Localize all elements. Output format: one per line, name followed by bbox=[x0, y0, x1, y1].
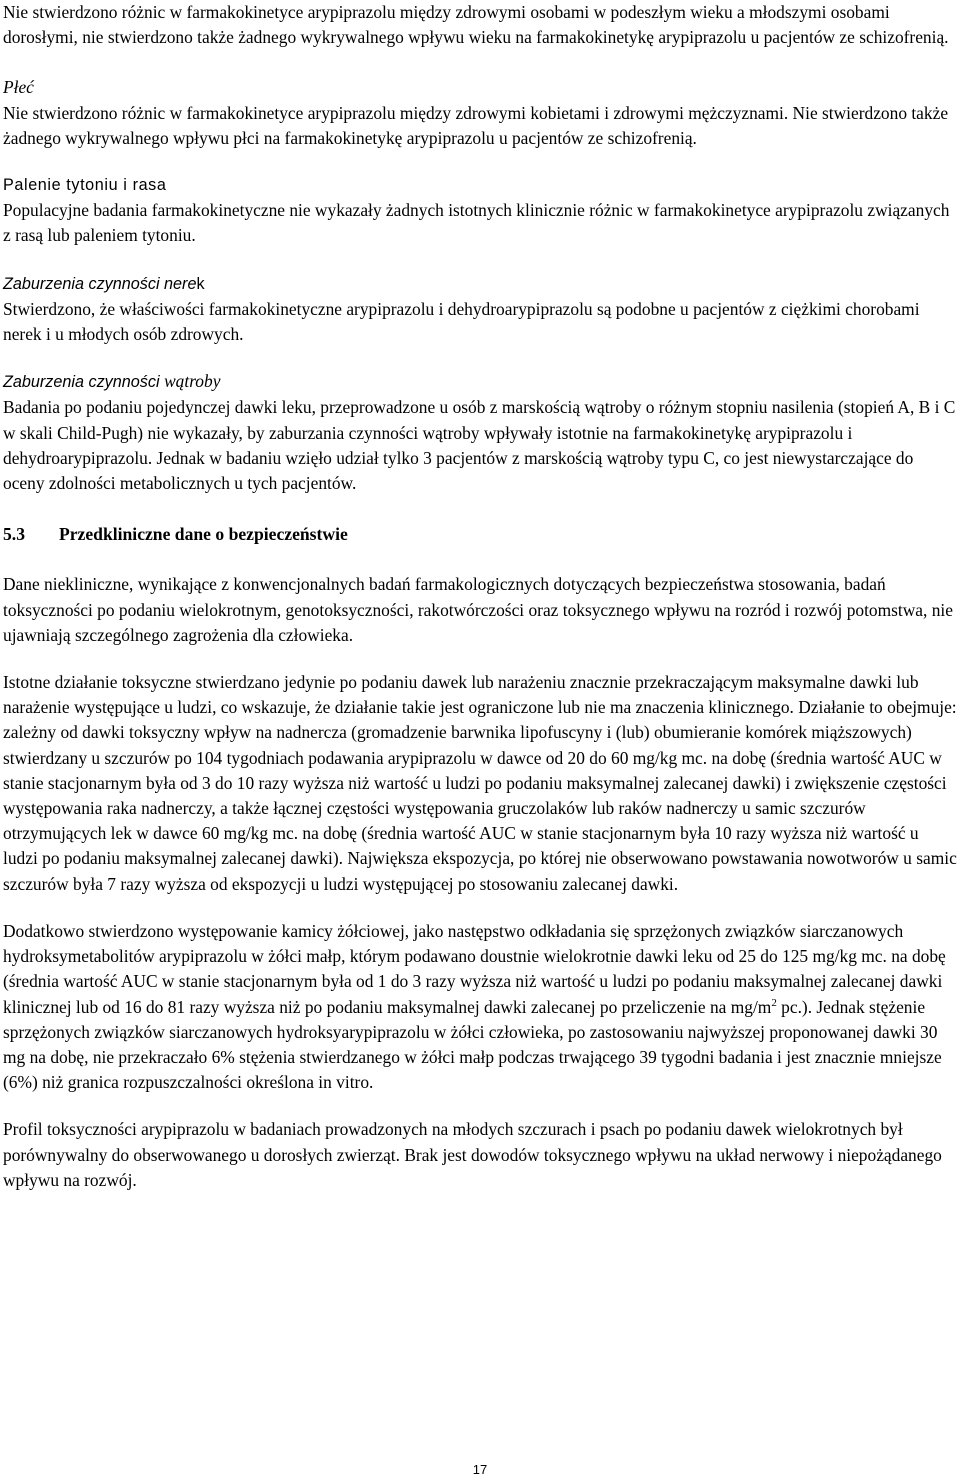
section-title: Przedkliniczne dane o bezpieczeństwie bbox=[59, 524, 348, 545]
hepatic-title-part-a: Zaburzenia czynności bbox=[3, 373, 165, 392]
smoking-paragraph: Populacyjne badania farmakokinetyczne nie wykazały żadnych istotnych klinicznie różnic w farmakokinetyce arypiprazolu związanych z rasą lub paleniem tytoniu. bbox=[3, 200, 950, 246]
hepatic-section-title bbox=[3, 369, 957, 395]
paragraph-3-part-b: pc.). Jednak stężenie sprzężonych związków siarczanowych hydroksyarypiprazolu w żółci człowieka, po zastosowaniu najwyższej proponowanej dawki 30 mg na dobę, nie przekraczało 6% stężenia stwierdzanego w żółci małp podczas trwającego 39 tygodni badania i jest znacznie mniejsze (6%) niż granica rozpuszczalności określona in vitro. bbox=[3, 996, 942, 1093]
smoking-section-title: Palenie tytoniu i rasa bbox=[3, 176, 167, 195]
renal-section-title bbox=[3, 271, 957, 297]
hepatic-paragraph: Badania po podaniu pojedynczej dawki leku, przeprowadzone u osób z marskością wątroby o różnym stopniu nasilenia (stopień A, B i C w skali Child-Pugh) nie wykazały, by zaburzania czynności wątroby wpływały istotnie na farmakokinetykę arypiprazolu i dehydroarypiprazolu. Jednak w badaniu wzięło udział tylko 3 pacjentów z marskością wątroby typu C, co jest niewystarczające do oceny zdolności metabolicznych u tych pacjentów. bbox=[3, 397, 956, 494]
renal-paragraph: Stwierdzono, że właściwości farmakokinetyczne arypiprazolu i dehydroarypiprazolu są podobne u pacjentów z ciężkimi chorobami nerek i u młodych osób zdrowych. bbox=[3, 298, 920, 345]
age-paragraph: Nie stwierdzono różnic w farmakokinetyce arypiprazolu między zdrowymi osobami w podeszłym wieku a młodszymi osobami dorosłymi, nie stwierdzono także żadnego wykrywalnego wpływu wieku na farmakokinetykę arypiprazolu u pacjentów ze schizofrenią. bbox=[3, 2, 949, 48]
renal-title-part-a: Zaburzenia czynności nere bbox=[3, 274, 197, 293]
preclinical-paragraph-2: Istotne działanie toksyczne stwierdzano jedynie po podaniu dawek lub narażeniu znacznie przekraczającym maksymalne dawki lub narażenie występujące u ludzi, co wskazuje, że działanie takie jest ograniczone lub nie ma znaczenia klinicznego. Działanie to obejmuje: zależny od dawki toksyczny wpływ na nadnercza (gromadzenie barwnika lipofuscyny i (lub) obumieranie komórek miąższowych) stwierdzany u szczurów po 104 tygodniach podawania arypiprazolu w dawce od 20 do 60 mg/kg mc. na dobę (średnia wartość AUC w stanie stacjonarnym była od 3 do 10 razy wyższa niż wartość u ludzi po podaniu maksymalnej zalecanej dawki) i zwiększenie częstości występowania raka nadnerczy, a także łącznej częstości występowania gruczolaków lub raków nadnerczy u samic szczurów otrzymujących lek w dawce 60 mg/kg mc. na dobę (średnia wartość AUC w stanie stacjonarnym była 10 razy wyższa niż wartość u ludzi po podaniu maksymalnej zalecanej dawki). Największa ekspozycja, po której nie obserwowano powstawania nowotworów u samic szczurów była 7 razy wyższa od ekspozycji u ludzi występującej po stosowaniu zalecanej dawki. bbox=[3, 672, 957, 894]
section-heading bbox=[3, 522, 957, 547]
document-page bbox=[3, 0, 957, 1193]
superscript-2: 2 bbox=[771, 996, 777, 1009]
paragraph-3-part-a: Dodatkowo stwierdzono występowanie kamicy żółciowej, jako następstwo odkładania się sprzężonych związków siarczanowych hydroksymetabolitów arypiprazolu w żółci małp, którym podawano doustnie wielokrotnie dawki leku od 25 do 125 mg/kg mc. na dobę (średnia wartość AUC w stanie stacjonarnym była od 1 do 3 razy wyższa niż wartość u ludzi po podaniu maksymalnej zalecanej dawki klinicznej lub od 16 do 81 razy wyższa niż po podaniu maksymalnej dawki zalecanej po przeliczenie na mg/m bbox=[3, 920, 946, 1017]
section-number: 5.3 bbox=[3, 524, 25, 545]
page-number: 17 bbox=[472, 1462, 488, 1477]
preclinical-paragraph-4: Profil toksyczności arypiprazolu w badaniach prowadzonych na młodych szczurach i psach po podaniu dawek wielokrotnych był porównywalny do obserwowanego u dorosłych zwierząt. Brak jest dowodów toksycznego wpływu na układ nerwowy i niepożądanego wpływu na rozwój. bbox=[3, 1119, 942, 1190]
sex-paragraph-part-b: Nie stwierdzono także żadnego wykrywalnego wpływu płci na farmakokinetykę arypiprazolu u pacjentów ze schizofrenią. bbox=[3, 102, 949, 148]
sex-section-title: Płeć bbox=[3, 77, 34, 98]
sex-paragraph bbox=[3, 101, 957, 151]
preclinical-paragraph-1: Dane niekliniczne, wynikające z konwencjonalnych badań farmakologicznych dotyczących bezpieczeństwa stosowania, badań toksyczności po podaniu wielokrotnym, genotoksyczności, rakotwórczości oraz toksycznego wpływu na rozród i rozwój potomstwa, nie ujawniają szczególnego zagrożenia dla człowieka. bbox=[3, 574, 953, 645]
sex-paragraph-part-a: Nie stwierdzono różnic w farmakokinetyce arypiprazolu między zdrowymi kobietami i zdrowymi mężczyznami. bbox=[3, 102, 789, 123]
hepatic-title-part-b: wątroby bbox=[164, 371, 221, 392]
renal-title-part-b: k bbox=[196, 274, 205, 293]
preclinical-paragraph-3 bbox=[3, 919, 957, 1095]
